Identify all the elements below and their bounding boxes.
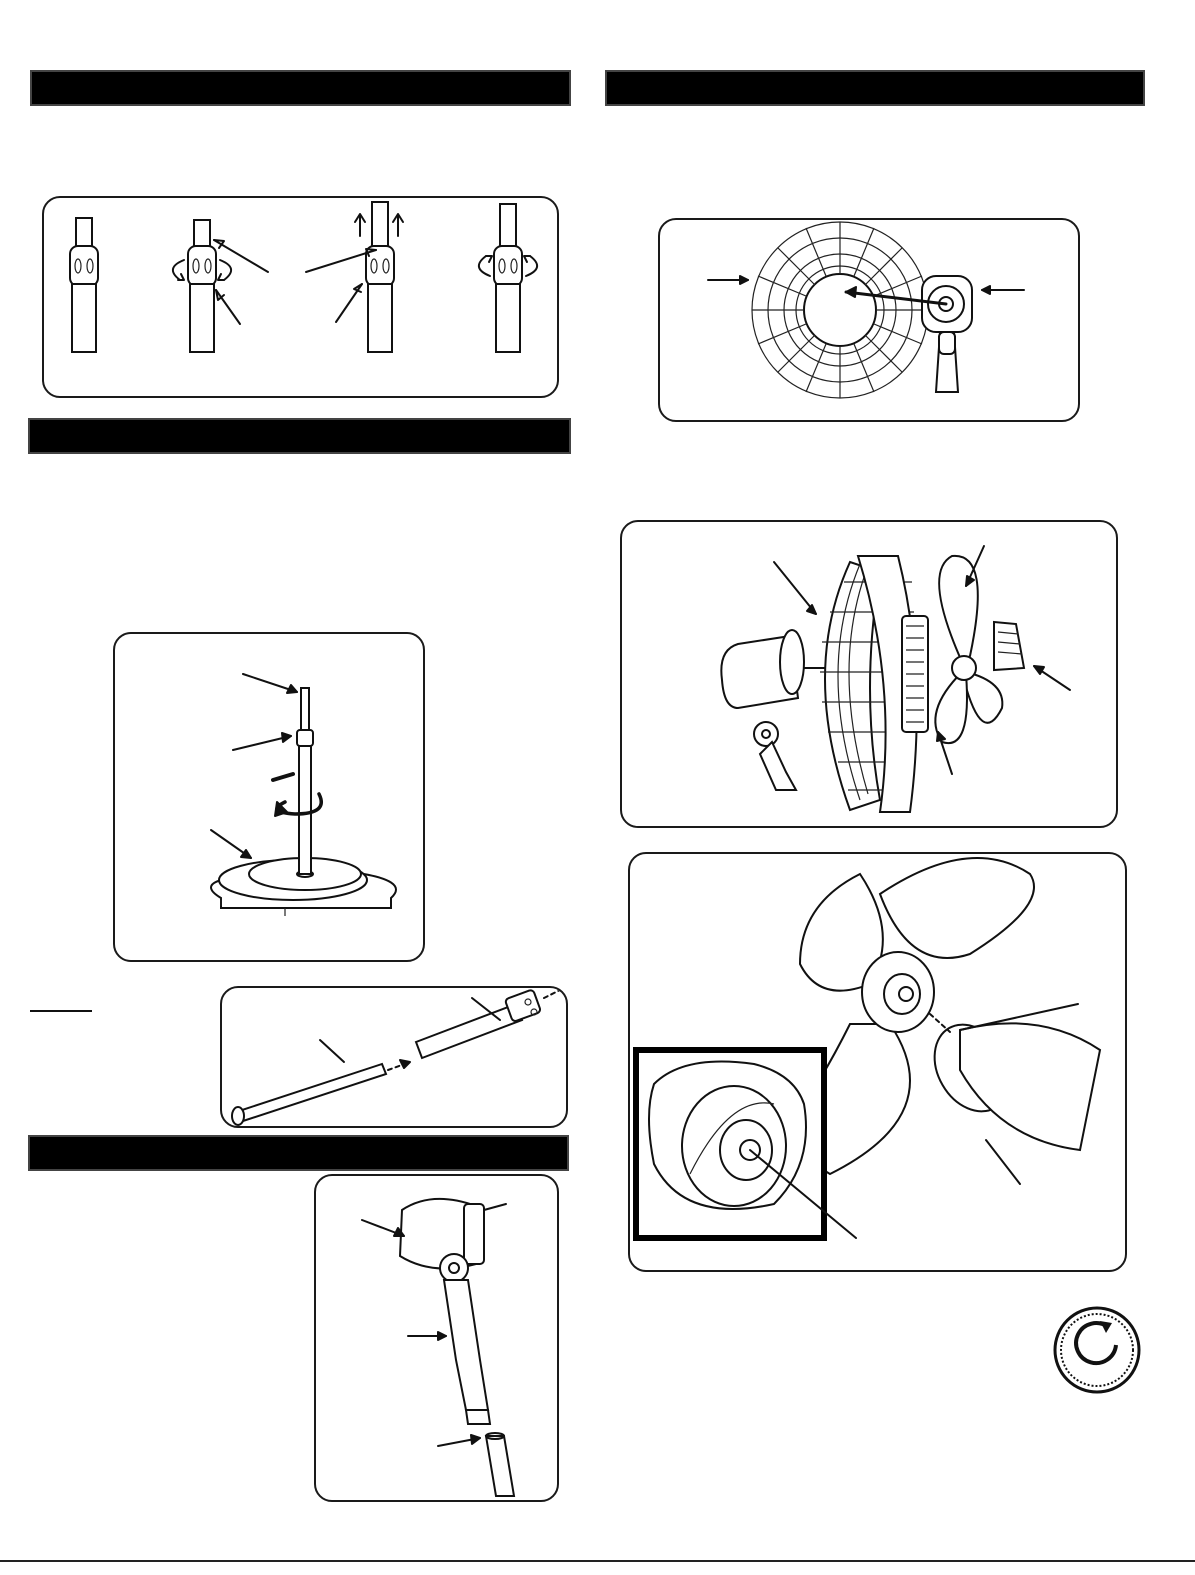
- guard-mount-illustration: [660, 220, 1080, 422]
- section-header-bar-top-right: [605, 70, 1145, 106]
- motor-shaft: [920, 1011, 1100, 1150]
- exploded-guard-blade-illustration: [622, 522, 1118, 828]
- section-header-bar-top-left: [30, 70, 571, 106]
- pole-step-3: [306, 202, 403, 352]
- pole-step-4: [479, 204, 537, 352]
- motor-housing-front: [922, 276, 972, 392]
- motor-head-side: [721, 630, 832, 790]
- guard-mount-panel: [658, 218, 1080, 422]
- lower-tube: [232, 1064, 386, 1125]
- blade-cap: [994, 622, 1024, 670]
- blade-install-closeup-illustration: [630, 854, 1127, 1272]
- rotate-counterclockwise-icon: [1052, 1305, 1142, 1395]
- motor-head-unit: [400, 1199, 506, 1282]
- pole-step-1: [70, 218, 98, 352]
- pole: [297, 688, 313, 874]
- stand-assembly-panel: [113, 632, 425, 962]
- section-header-bar-bottom-left: [28, 1135, 569, 1171]
- pole-collar-steps-panel: [42, 196, 559, 398]
- note-underline: [30, 1010, 92, 1012]
- rear-guard: [752, 222, 928, 398]
- stand-assembly-illustration: [115, 634, 425, 962]
- pole-collar-illustration: [44, 198, 559, 398]
- pole-extension-panel: [220, 986, 568, 1128]
- closeup-inset: [636, 1050, 824, 1238]
- pole-step-2: [173, 220, 268, 352]
- mounting-arm: [444, 1280, 490, 1424]
- head-mount-panel: [314, 1174, 559, 1502]
- head-mount-illustration: [316, 1176, 559, 1502]
- section-header-bar-middle-left: [28, 418, 571, 454]
- footer-rule: [0, 1560, 1195, 1562]
- spinner-nut: [902, 616, 928, 732]
- pole-top: [486, 1433, 514, 1496]
- upper-tube: [416, 989, 541, 1058]
- blade-install-closeup-panel: [628, 852, 1127, 1272]
- exploded-guard-blade-panel: [620, 520, 1118, 828]
- pole-extension-illustration: [222, 988, 568, 1128]
